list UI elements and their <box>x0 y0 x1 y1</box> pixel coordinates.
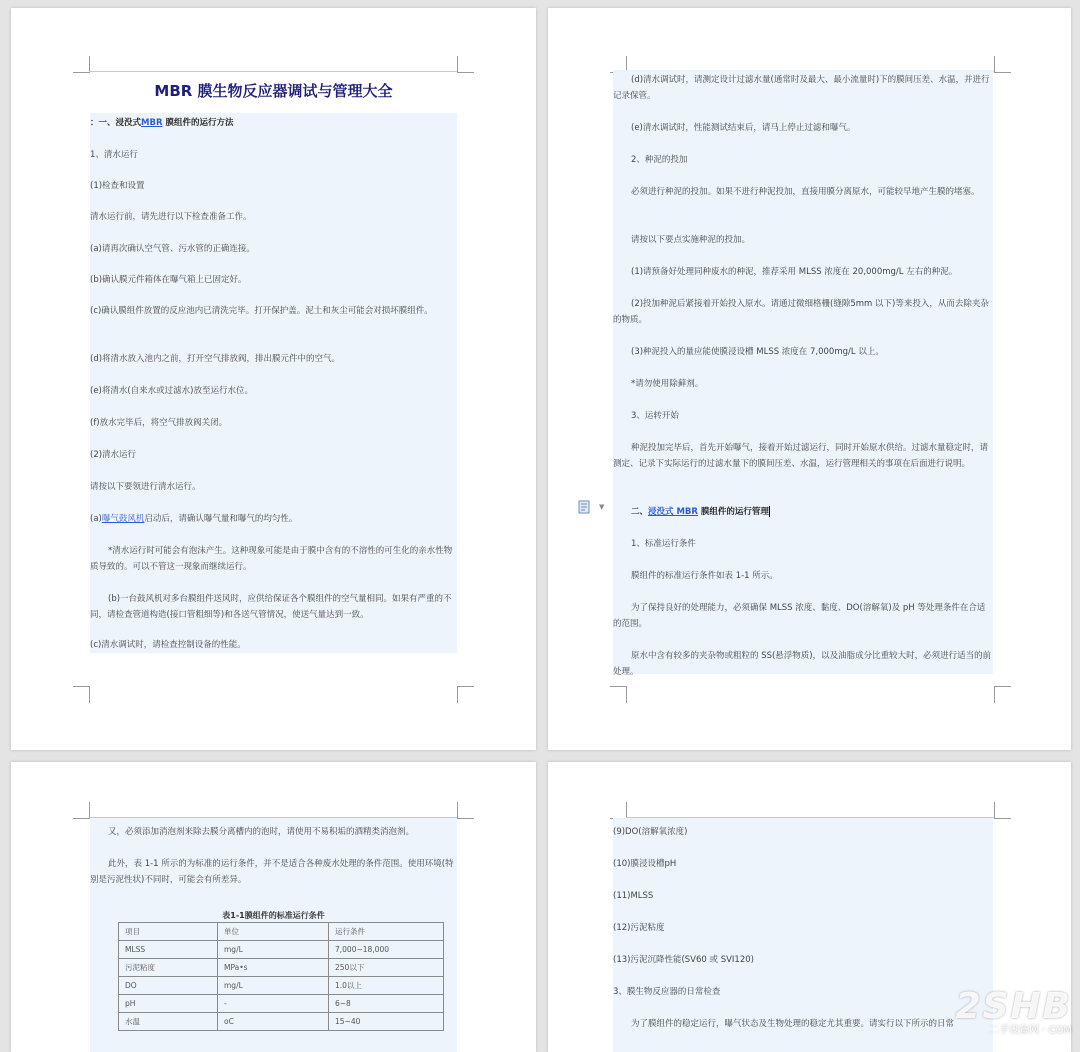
crop-mark <box>610 802 627 819</box>
table-cell: 7,000~18,000 <box>329 941 444 959</box>
table-cell: 6~8 <box>329 995 444 1013</box>
crop-mark <box>457 56 474 73</box>
table-row <box>119 1013 444 1031</box>
table-row <box>119 941 444 959</box>
crop-mark <box>73 686 90 703</box>
section-heading: ：一、浸没式MBR 膜组件的运行方法 <box>90 118 234 128</box>
document-title: MBR 膜生物反应器调试与管理大全 <box>154 82 393 100</box>
page-1-body[interactable] <box>90 113 457 653</box>
table-cell: mg/L <box>218 941 329 959</box>
crop-mark <box>994 802 1011 819</box>
table-cell: 污泥粘度 <box>119 959 218 977</box>
table-caption: 表1-1膜组件的标准运行条件 <box>222 911 325 920</box>
crop-mark <box>457 802 474 819</box>
table-header-cell: 单位 <box>218 923 329 941</box>
paragraph: 为了膜组件的稳定运行，曝气状态及生物处理的稳定尤其重要。请实行以下所示的日常 <box>631 1019 955 1029</box>
table-row <box>119 995 444 1013</box>
paragraph: 请按以下要点实施种泥的投加。 <box>631 235 751 245</box>
paragraph: 膜组件的标准运行条件如表 1-1 所示。 <box>631 571 778 581</box>
watermark-logo: 2SHB <box>955 986 1072 1027</box>
table-row <box>119 977 444 995</box>
paragraph: 3、运转开始 <box>631 411 679 421</box>
watermark-subtitle: 二手设备网 · COM <box>988 1025 1072 1036</box>
crop-mark <box>994 56 1011 73</box>
table-cell: 250以下 <box>329 959 444 977</box>
paragraph: 又，必须添加消泡剂来除去膜分离槽内的泡时，请使用不易积垢的酒精类消泡剂。 <box>108 827 415 837</box>
paragraph: *请勿使用除藓剂。 <box>631 379 704 389</box>
paragraph: (2)投加种泥后紧接着开始投入原水。请通过微细格栅(缝隙5mm 以下)等来投入，从而去除夹杂的物质。 <box>613 299 989 325</box>
table-cell: 15~40 <box>329 1013 444 1031</box>
crop-mark <box>994 686 1011 703</box>
blower-link[interactable]: 曝气鼓风机 <box>101 514 145 524</box>
table-cell: - <box>218 995 329 1013</box>
table-cell: mg/L <box>218 977 329 995</box>
paragraph: 此外，表 1-1 所示的为标准的运行条件，并不是适合各种废水处理的条件范围。使用环境(特别是污泥性状)不同时，可能会有所差异。 <box>90 859 454 885</box>
paragraph: (a)曝气鼓风机启动后，请确认曝气量和曝气的均匀性。 <box>90 514 298 524</box>
page-2-body[interactable] <box>613 70 993 677</box>
paragraph: (a)请再次确认空气管、污水管的正确连接。 <box>90 244 255 254</box>
document-page-1 <box>11 8 536 750</box>
paragraph: *清水运行时可能会有泡沫产生。这种现象可能是由于膜中含有的不溶性的可生化的亲水性物质导致的。可以不管这一现象而继续运行。 <box>90 546 453 572</box>
paragraph: (d)清水调试时，请测定设计过滤水量(通常时及最大、最小流量时)下的膜间压差、水温，并进行记录保管。 <box>613 75 990 101</box>
section-heading-link[interactable]: MBR <box>141 118 163 128</box>
paragraph: (13)污泥沉降性能(SV60 或 SVI120) <box>613 955 754 965</box>
table-header-row <box>119 923 444 941</box>
table-row <box>119 959 444 977</box>
paragraph: 3、膜生物反应器的日常检查 <box>613 987 721 997</box>
crop-mark <box>610 686 627 703</box>
paragraph: 原水中含有较多的夹杂物或粗粒的 SS(悬浮物质)，以及油脂成分比重较大时，必须进行适当的前处理。 <box>613 651 992 677</box>
paragraph: (c)清水调试时，请检查控制设备的性能。 <box>90 640 246 650</box>
standard-conditions-table <box>118 922 444 1031</box>
paragraph: 为了保持良好的处理能力，必须确保 MLSS 浓度、黏度、DO(溶解氧)及 pH 等处理条件在合适的范围。 <box>613 603 986 629</box>
table-cell: DO <box>119 977 218 995</box>
paragraph: (d)将清水放入池内之前，打开空气排放阀，排出膜元件中的空气。 <box>90 354 341 364</box>
table-cell: MPa•s <box>218 959 329 977</box>
document-page-3 <box>11 762 536 1052</box>
header-line <box>89 71 457 72</box>
table-cell: MLSS <box>119 941 218 959</box>
document-icon[interactable] <box>577 500 591 514</box>
paragraph: (c)确认膜组件放置的反应池内已清洗完毕。打开保护盖。泥土和灰尘可能会对损坏膜组件。 <box>90 306 433 316</box>
paragraph: (12)污泥粘度 <box>613 923 665 933</box>
paragraph: (1)请预备好处理同种废水的种泥，推荐采用 MLSS 浓度在 20,000mg/L 左右的种泥。 <box>631 267 958 277</box>
paragraph: (f)放水完毕后，将空气排放阀关闭。 <box>90 418 228 428</box>
table-cell: oC <box>218 1013 329 1031</box>
table-cell: 1.0以上 <box>329 977 444 995</box>
text-cursor <box>769 506 770 517</box>
paragraph: (b)一台鼓风机对多台膜组件送风时，应供给保证各个膜组件的空气量相同。如果有严重的不同，请检查管道构造(接口管粗细等)和各送气管情况，使送气量达到一致。 <box>90 594 452 620</box>
section-heading-link[interactable]: 浸没式 MBR <box>648 507 698 517</box>
paragraph: 必须进行种泥的投加。如果不进行种泥投加，直接用膜分离原水，可能较早地产生膜的堵塞。 <box>631 187 980 197</box>
paragraph: (10)膜浸设槽pH <box>613 859 677 869</box>
paragraph: 1、标准运行条件 <box>631 539 696 549</box>
paragraph: (e)将清水(自来水或过滤水)放至运行水位。 <box>90 386 253 396</box>
document-page-2 <box>548 8 1071 750</box>
paragraph: (3)种泥投入的量应能使膜浸设槽 MLSS 浓度在 7,000mg/L 以上。 <box>631 347 884 357</box>
paragraph: 清水运行前，请先进行以下检查准备工作。 <box>90 212 252 222</box>
paragraph: 1、清水运行 <box>90 150 138 160</box>
paragraph: (1)检查和设置 <box>90 181 145 191</box>
table-header-cell: 运行条件 <box>329 923 444 941</box>
table-cell: pH <box>119 995 218 1013</box>
crop-mark <box>457 686 474 703</box>
crop-mark <box>73 802 90 819</box>
paragraph: (11)MLSS <box>613 891 654 901</box>
paragraph: (9)DO(溶解氧浓度) <box>613 827 688 837</box>
chevron-down-icon[interactable]: ▼ <box>599 503 605 511</box>
crop-mark <box>73 56 90 73</box>
paragraph: (b)确认膜元件箱体在曝气箱上已固定好。 <box>90 275 247 285</box>
paragraph: 请按以下要领进行清水运行。 <box>90 482 201 492</box>
table-cell: 水温 <box>119 1013 218 1031</box>
page-3-body[interactable] <box>90 818 457 1052</box>
section-heading: 二、浸没式 MBR 膜组件的运行管理 <box>631 507 769 517</box>
paragraph: 2、种泥的投加 <box>631 155 688 165</box>
table-header-cell: 项目 <box>119 923 218 941</box>
paragraph: 种泥投加完毕后，首先开始曝气，接着开始过滤运行，同时开始原水供给。过滤水量稳定时，请测定、记录下实际运行的过滤水量下的膜间压差、水温，运行管理相关的事项在后面进行说明。 <box>613 443 989 469</box>
site-watermark <box>882 986 1072 1036</box>
paragraph: (e)清水调试时，性能测试结束后，请马上停止过滤和曝气。 <box>631 123 856 133</box>
paragraph: (2)清水运行 <box>90 450 137 460</box>
